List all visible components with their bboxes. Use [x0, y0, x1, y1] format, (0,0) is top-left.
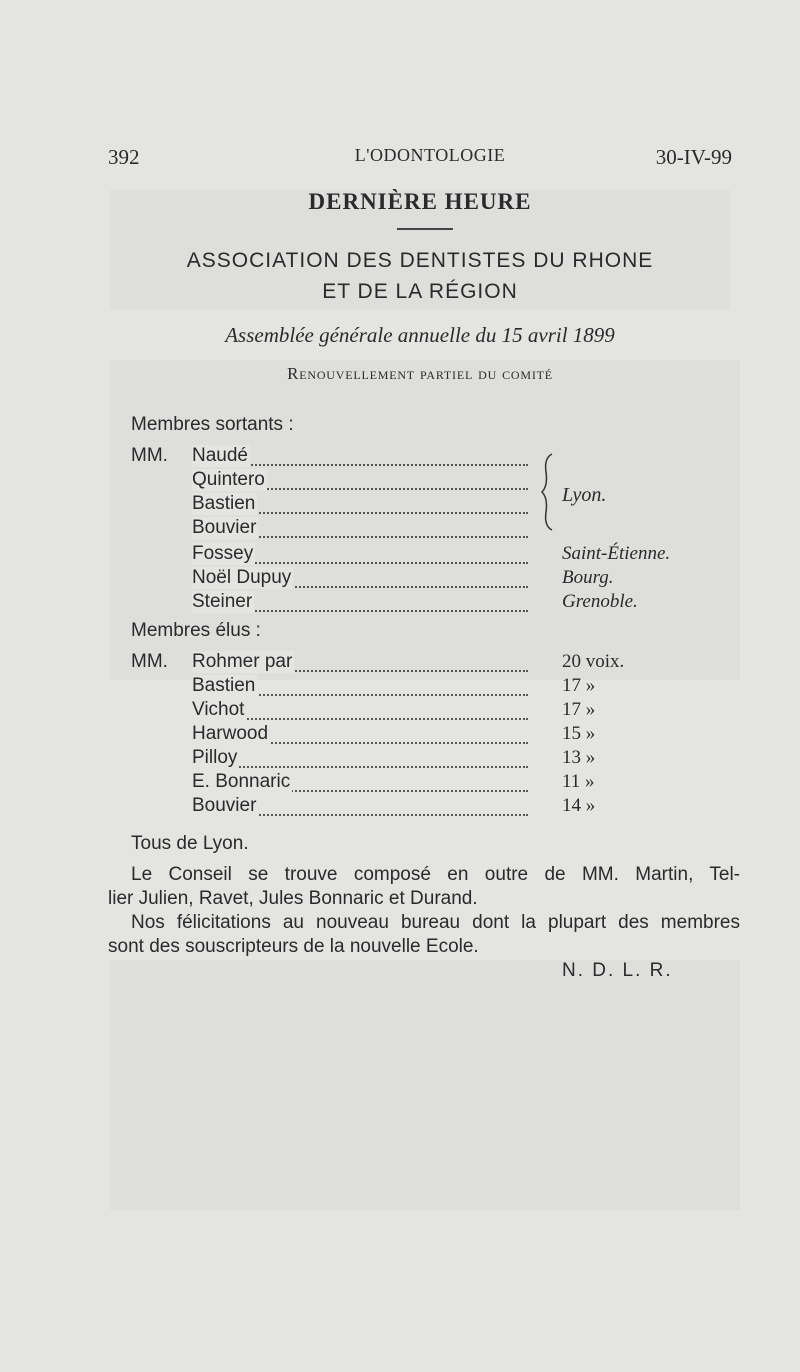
tous-de-lyon: Tous de Lyon. [131, 833, 249, 854]
member-city: Saint-Étienne. [562, 543, 671, 564]
sortants-prefix: MM. [131, 445, 168, 466]
association-line-1: ASSOCIATION DES DENTISTES DU RHONE [186, 249, 654, 272]
member-name: Steiner [192, 591, 253, 612]
vote-count: 20 voix. [562, 651, 625, 672]
member-city: Bourg. [562, 567, 614, 588]
sortants-heading: Membres sortants : [131, 414, 294, 435]
show-through-block [110, 960, 740, 1210]
dot-leader [200, 718, 528, 720]
vote-count: 15 » [562, 723, 596, 744]
brace [540, 452, 554, 532]
vote-count: 13 » [562, 747, 596, 768]
association-line-2: ET DE LA RÉGION [322, 280, 518, 303]
signature: N. D. L. R. [562, 960, 673, 981]
member-name: Bouvier [192, 517, 257, 538]
member-name: Bastien [192, 675, 256, 696]
member-name: Bastien [192, 493, 256, 514]
paragraph-2-line-1: Nos félicitations au nouveau bureau dont la plupart des membres [131, 912, 740, 933]
member-name: Rohmer par [192, 651, 293, 672]
vote-count: 17 » [562, 675, 596, 696]
vote-count: 14 » [562, 795, 596, 816]
meeting-subtitle: Assemblée générale annuelle du 15 avril 1899 [225, 323, 615, 347]
member-name: Naudé [192, 445, 248, 466]
member-name: Pilloy [192, 747, 238, 768]
dot-leader [200, 766, 528, 768]
section-heading: DERNIÈRE HEURE [308, 189, 532, 214]
member-name: Vichot [192, 699, 245, 720]
journal-title: L'ODONTOLOGIE [354, 145, 506, 165]
title-rule [397, 228, 453, 230]
elus-prefix: MM. [131, 651, 168, 672]
paragraph-1-line-2: lier Julien, Ravet, Jules Bonnaric et Durand. [108, 888, 478, 909]
member-name: Noël Dupuy [192, 567, 292, 588]
member-name: Harwood [192, 723, 269, 744]
section-subtitle: Renouvellement partiel du comité [287, 364, 553, 383]
elus-heading: Membres élus : [131, 620, 261, 641]
member-name: Bouvier [192, 795, 257, 816]
vote-count: 17 » [562, 699, 596, 720]
paragraph-2-line-2: sont des souscripteurs de la nouvelle Ecole. [108, 936, 479, 957]
member-name: Quintero [192, 469, 265, 490]
member-city: Grenoble. [562, 591, 638, 612]
paragraph-1-line-1: Le Conseil se trouve composé en outre de MM. Martin, Tel- [131, 864, 740, 885]
member-name: Fossey [192, 543, 254, 564]
group-city: Lyon. [562, 484, 607, 506]
vote-count: 11 » [562, 771, 595, 792]
page-number: 392 [108, 145, 140, 169]
issue-date: 30-IV-99 [655, 145, 732, 169]
member-name: E. Bonnaric [192, 771, 291, 792]
